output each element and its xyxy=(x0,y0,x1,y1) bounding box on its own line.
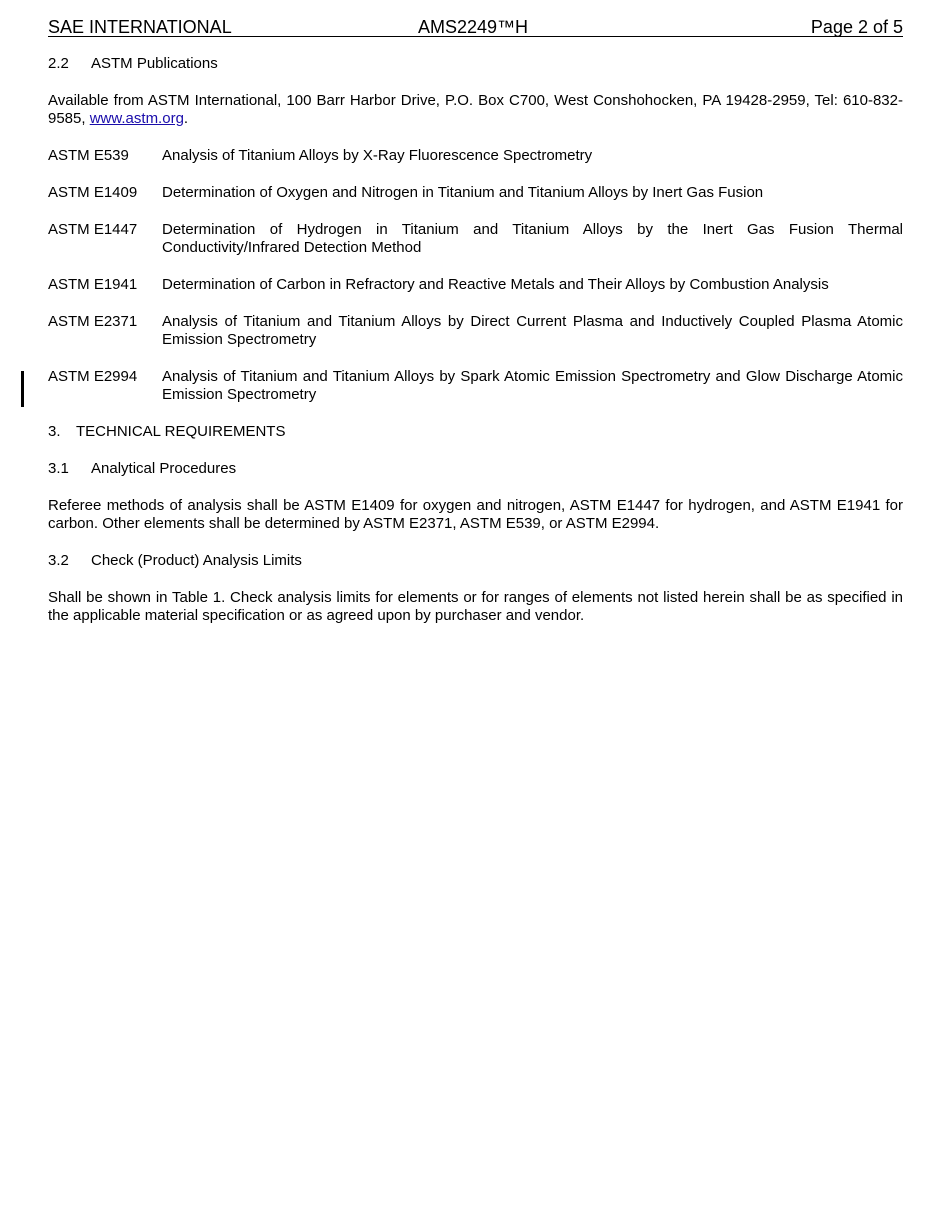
reference-code: ASTM E539 xyxy=(48,147,129,164)
reference-item xyxy=(48,221,903,257)
section-number: 3.1 xyxy=(48,460,69,477)
section-number: 2.2 xyxy=(48,55,69,72)
header-page-number: Page 2 of 5 xyxy=(810,17,903,37)
reference-title: Analysis of Titanium Alloys by X-Ray Fluorescence Spectrometry xyxy=(162,147,593,164)
reference-code: ASTM E1447 xyxy=(48,221,138,238)
reference-title: Determination of Oxygen and Nitrogen in Titanium and Titanium Alloys by Inert Gas Fusion xyxy=(162,184,764,201)
reference-item xyxy=(48,184,903,202)
section-title: ASTM Publications xyxy=(91,55,218,72)
header-org: SAE INTERNATIONAL xyxy=(48,17,232,37)
section-3-2-heading xyxy=(48,552,903,570)
availability-trailing: . xyxy=(183,110,189,127)
page-header xyxy=(48,14,903,37)
section-3-heading xyxy=(48,423,903,441)
reference-title: Determination of Carbon in Refractory and Reactive Metals and Their Alloys by Combustion Analysis xyxy=(162,276,829,293)
header-doc-id: AMS2249™H xyxy=(418,17,529,37)
revision-change-bar xyxy=(21,371,24,407)
astm-website-link[interactable]: www.astm.org xyxy=(89,110,184,127)
section-number: 3.2 xyxy=(48,552,69,569)
astm-availability-paragraph xyxy=(48,92,903,128)
section-title: Analytical Procedures xyxy=(91,460,237,477)
page-body xyxy=(48,55,903,625)
section-3-1-heading xyxy=(48,460,903,478)
reference-item xyxy=(48,313,903,349)
reference-item xyxy=(48,147,903,165)
reference-code: ASTM E1941 xyxy=(48,276,138,293)
reference-item xyxy=(48,368,903,404)
section-number: 3. xyxy=(48,423,61,440)
section-title: Check (Product) Analysis Limits xyxy=(91,552,302,569)
reference-code: ASTM E2371 xyxy=(48,313,138,330)
reference-title: Determination of Hydrogen in Titanium and Titanium Alloys by the Inert Gas Fusion Thermal Conductivity/Infrared Detection Method xyxy=(162,221,903,256)
reference-code: ASTM E2994 xyxy=(48,368,138,385)
section-2-2-heading xyxy=(48,55,903,73)
reference-title: Analysis of Titanium and Titanium Alloys by Spark Atomic Emission Spectrometry and Glow Discharge Atomic Emission Spectrometry xyxy=(162,368,903,403)
check-analysis-paragraph: Shall be shown in Table 1. Check analysis limits for elements or for ranges of elements not listed herein shall be as specified in the applicable material specification or as agreed upon by purchaser and vendor. xyxy=(48,589,903,624)
reference-title: Analysis of Titanium and Titanium Alloys by Direct Current Plasma and Inductively Coupled Plasma Atomic Emission Spectrometry xyxy=(162,313,903,348)
section-title: TECHNICAL REQUIREMENTS xyxy=(76,423,286,440)
availability-text: Available from ASTM International, 100 Barr Harbor Drive, P.O. Box C700, West Conshohocken, PA 19428-2959, Tel: 610-832-9585, xyxy=(48,92,903,127)
reference-code: ASTM E1409 xyxy=(48,184,138,201)
analytical-procedures-paragraph: Referee methods of analysis shall be ASTM E1409 for oxygen and nitrogen, ASTM E1447 for hydrogen, and ASTM E1941 for carbon. Other elements shall be determined by ASTM E2371, ASTM E539, or ASTM E2994. xyxy=(48,497,903,532)
reference-item xyxy=(48,276,903,294)
